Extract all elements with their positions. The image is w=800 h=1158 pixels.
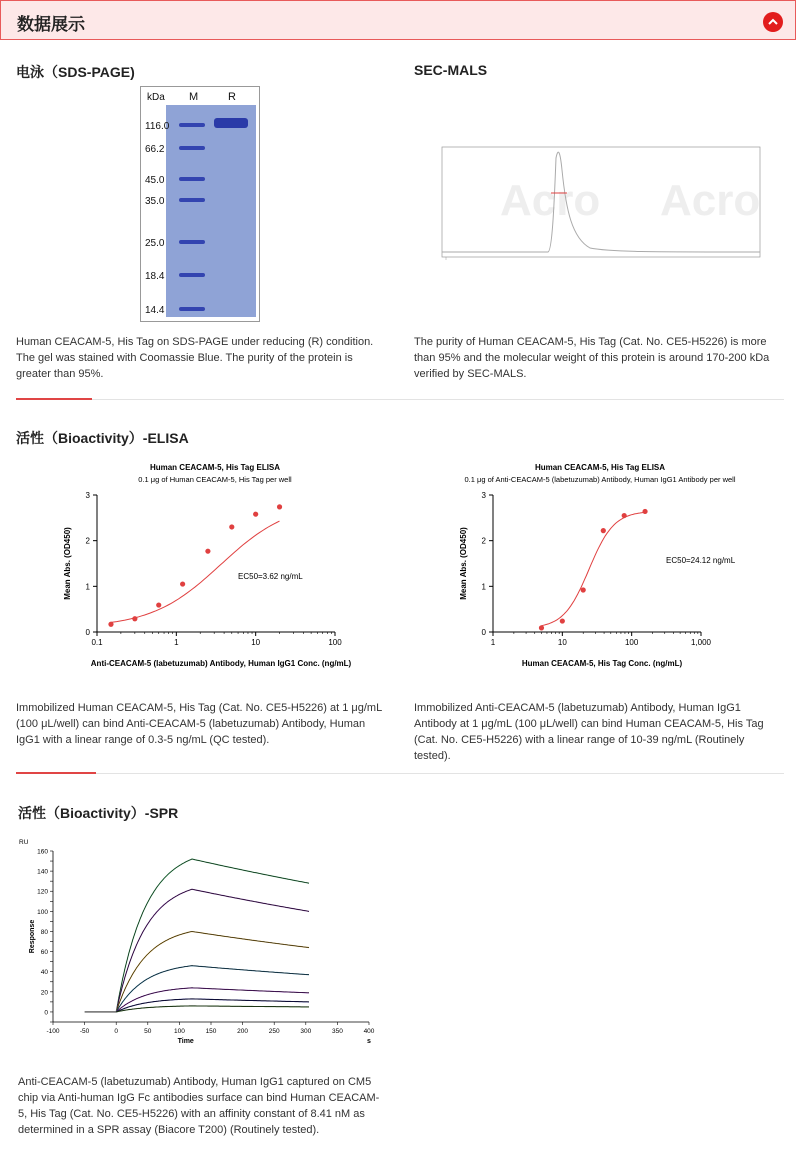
marker-label: 35.0 bbox=[145, 196, 165, 207]
spr-section-title: 活性（Bioactivity）-SPR bbox=[18, 805, 179, 821]
lane-r-label: R bbox=[228, 91, 236, 103]
kda-label: kDa bbox=[147, 92, 165, 103]
data-point bbox=[642, 509, 647, 514]
y-tick-label: 1 bbox=[481, 582, 486, 592]
marker-band bbox=[179, 240, 205, 244]
elisa-chart-left bbox=[50, 455, 380, 675]
x-tick-label: -100 bbox=[46, 1028, 60, 1035]
data-point bbox=[156, 602, 161, 607]
data-point bbox=[253, 512, 258, 517]
x-tick-label: 100 bbox=[328, 638, 342, 647]
x-axis-label: Time bbox=[177, 1038, 194, 1045]
elisa-left-subtitle: 0.1 μg of Human CEACAM-5, His Tag per well bbox=[138, 475, 292, 484]
y-tick-label: 3 bbox=[85, 491, 90, 500]
marker-label: 18.4 bbox=[145, 271, 165, 282]
lane-m-label: M bbox=[189, 91, 199, 103]
y-tick-label: 0 bbox=[44, 1009, 48, 1017]
svg-text:Acro: Acro bbox=[500, 176, 601, 225]
header-title: 数据展示 bbox=[17, 15, 85, 34]
section-divider-accent bbox=[16, 772, 96, 774]
data-point bbox=[205, 549, 210, 554]
y-tick-label: 100 bbox=[37, 908, 48, 916]
elisa-right-subtitle: 0.1 μg of Anti-CEACAM-5 (labetuzumab) Antibody, Human IgG1 Antibody per well bbox=[464, 475, 736, 484]
x-tick-label: 350 bbox=[331, 1028, 343, 1035]
elisa-section-title: 活性（Bioactivity）-ELISA bbox=[16, 430, 189, 446]
data-point bbox=[108, 622, 113, 627]
marker-band bbox=[179, 123, 205, 127]
sds-caption: Human CEACAM-5, His Tag on SDS-PAGE under reducing (R) condition. The gel was stained with Coomassie Blue. The purity of the protein is greater than 95%. bbox=[16, 336, 374, 380]
section-divider bbox=[16, 773, 784, 774]
y-tick-label: 3 bbox=[481, 491, 486, 500]
section-divider-accent bbox=[16, 398, 92, 400]
sds-gel-image bbox=[140, 86, 260, 322]
ec50-annotation: EC50=24.12 ng/mL bbox=[666, 556, 736, 565]
data-point bbox=[539, 625, 544, 630]
data-point bbox=[560, 618, 565, 623]
x-axis-label: Human CEACAM-5, His Tag Conc. (ng/mL) bbox=[521, 659, 683, 668]
data-point bbox=[132, 616, 137, 621]
x-tick-label: 10 bbox=[557, 638, 567, 647]
x-tick-label: -50 bbox=[79, 1028, 90, 1035]
x-tick-label: 0 bbox=[114, 1028, 119, 1035]
y-tick-label: 20 bbox=[40, 989, 48, 997]
x-tick-label: 100 bbox=[624, 638, 639, 647]
y-tick-label: 0 bbox=[85, 628, 90, 637]
y-tick-label: 160 bbox=[37, 848, 48, 856]
x-unit-label: s bbox=[367, 1038, 371, 1045]
data-point bbox=[180, 581, 185, 586]
elisa-caption-left: Immobilized Human CEACAM-5, His Tag (Cat. No. CE5-H5226) at 1 μg/mL (100 μL/well) can bind Anti-CEACAM-5 (labetuzumab) Antibody, Human IgG1 with a linear range of 0.3-5 ng/mL (QC tested). bbox=[16, 702, 382, 746]
marker-band bbox=[179, 177, 205, 181]
x-tick-label: 400 bbox=[363, 1028, 375, 1035]
data-point bbox=[601, 528, 606, 533]
svg-text:Acro: Acro bbox=[660, 176, 761, 225]
spr-fit-line bbox=[116, 1006, 309, 1012]
x-tick-label: 1 bbox=[174, 638, 179, 647]
elisa-left-title: Human CEACAM-5, His Tag ELISA bbox=[149, 463, 281, 472]
marker-band bbox=[179, 273, 205, 277]
x-tick-label: 0.1 bbox=[91, 638, 103, 647]
ec50-annotation: EC50=3.62 ng/mL bbox=[238, 572, 303, 581]
fit-curve bbox=[542, 512, 646, 625]
spr-series-line bbox=[116, 999, 309, 1012]
marker-label: 116.0 bbox=[145, 121, 170, 132]
spr-caption: Anti-CEACAM-5 (labetuzumab) Antibody, Human IgG1 captured on CM5 chip via Anti-human IgG Fc antibodies surface can bind Human CEACAM-5, His Tag (Cat. No. CE5-H5226) with an affinity constant of 8.41 nM as determined in a SPR assay (Biacore T200) (Routinely tested). bbox=[18, 1076, 380, 1136]
y-unit-label: RU bbox=[19, 839, 29, 846]
x-tick-label: 10 bbox=[251, 638, 261, 647]
marker-label: 45.0 bbox=[145, 175, 165, 186]
sec-mals-caption: The purity of Human CEACAM-5, His Tag (Cat. No. CE5-H5226) is more than 95% and the molecular weight of this protein is around 170-200 kDa verified by SEC-MALS. bbox=[414, 336, 770, 380]
spr-chart bbox=[16, 832, 386, 1062]
data-display-header bbox=[0, 0, 796, 40]
x-tick-label: 100 bbox=[173, 1028, 185, 1035]
y-tick-label: 140 bbox=[37, 868, 48, 876]
x-tick-label: 50 bbox=[144, 1028, 152, 1035]
x-tick-label: 150 bbox=[205, 1028, 217, 1035]
x-tick-label: 250 bbox=[268, 1028, 280, 1035]
y-tick-label: 2 bbox=[481, 536, 486, 546]
sec-mals-title: SEC-MALS bbox=[414, 62, 488, 78]
x-tick-label: 1 bbox=[490, 638, 496, 647]
elisa-caption-right: Immobilized Anti-CEACAM-5 (labetuzumab) Antibody, Human IgG1 Antibody at 1 μg/mL (100 μL/well) can bind Human CEACAM-5, His Tag (Cat. No. CE5-H5226) with a linear range of 10-39 ng/mL (Routinely tested). bbox=[414, 702, 764, 762]
sec-mals-chart bbox=[420, 140, 770, 270]
x-tick-label: 1,000 bbox=[690, 638, 712, 647]
y-tick-label: 1 bbox=[85, 582, 90, 592]
y-tick-label: 120 bbox=[37, 888, 48, 896]
elisa-right-title: Human CEACAM-5, His Tag ELISA bbox=[534, 463, 666, 472]
chevron-up-icon bbox=[763, 12, 783, 32]
marker-label: 14.4 bbox=[145, 305, 165, 316]
marker-band bbox=[179, 307, 205, 311]
x-tick-label: 300 bbox=[300, 1028, 312, 1035]
data-point bbox=[622, 513, 627, 518]
sample-band bbox=[214, 118, 248, 128]
y-tick-label: 60 bbox=[40, 949, 48, 957]
y-tick-label: 2 bbox=[85, 536, 90, 546]
y-tick-label: 0 bbox=[481, 628, 486, 637]
x-tick-label: 200 bbox=[237, 1028, 249, 1035]
marker-band bbox=[179, 146, 205, 150]
y-axis-label: Response bbox=[29, 919, 36, 954]
marker-label: 66.2 bbox=[145, 144, 165, 155]
data-point bbox=[581, 587, 586, 592]
x-axis-label: Anti-CEACAM-5 (labetuzumab) Antibody, Human IgG1 Conc. (ng/mL) bbox=[90, 659, 352, 668]
y-tick-label: 40 bbox=[40, 969, 48, 977]
sds-page-title: 电泳（SDS-PAGE) bbox=[16, 64, 135, 80]
data-point bbox=[277, 504, 282, 509]
marker-band bbox=[179, 198, 205, 202]
y-tick-label: 80 bbox=[40, 928, 48, 936]
section-divider bbox=[16, 399, 784, 400]
data-point bbox=[229, 524, 234, 529]
marker-label: 25.0 bbox=[145, 238, 165, 249]
y-axis-label: Mean Abs. (OD450) bbox=[459, 527, 468, 600]
collapse-button[interactable] bbox=[763, 12, 783, 32]
elisa-chart-right bbox=[420, 455, 780, 675]
y-axis-label: Mean Abs. (OD450) bbox=[63, 527, 72, 600]
